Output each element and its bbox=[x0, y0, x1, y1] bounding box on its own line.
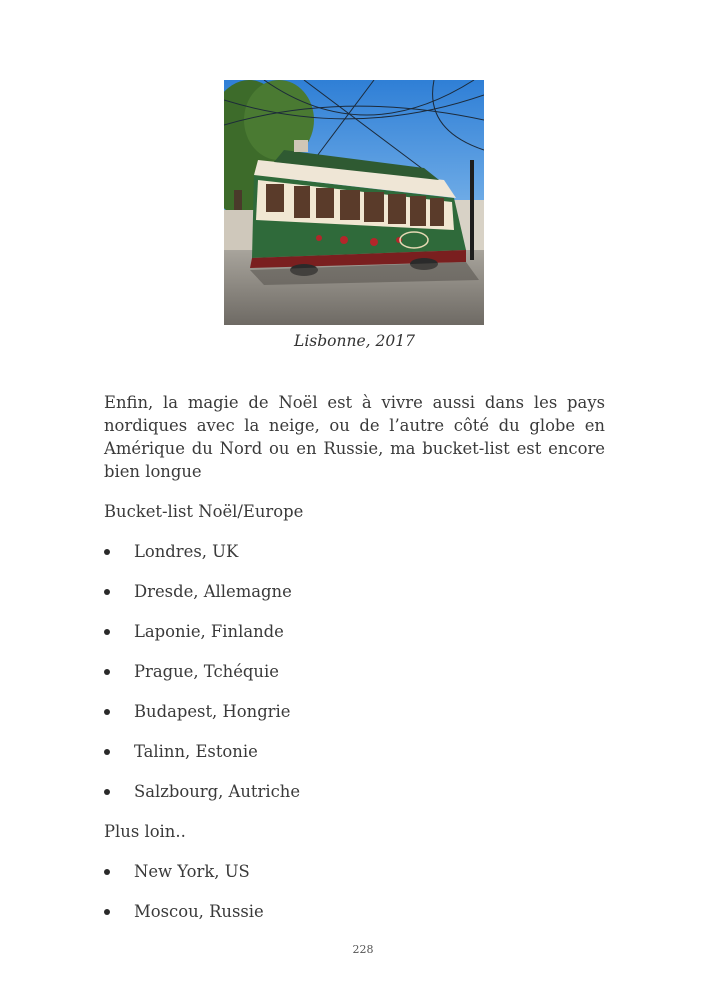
list-item: New York, US bbox=[134, 862, 250, 881]
body-paragraph: Enfin, la magie de Noël est à vivre aussi dans les pays nordiques avec la neige, ou de l’autre côté du globe en Amérique du Nord ou en Russie, ma bucket-list est encore bien longue bbox=[104, 393, 605, 481]
list-item: Londres, UK bbox=[134, 542, 239, 561]
bullet-icon bbox=[104, 549, 110, 555]
list-item: Moscou, Russie bbox=[134, 902, 264, 921]
tram-photo bbox=[224, 80, 484, 325]
tram-image bbox=[224, 80, 484, 325]
bullet-icon bbox=[104, 669, 110, 675]
list-item: Talinn, Estonie bbox=[134, 742, 258, 761]
photo-caption: Lisbonne, 2017 bbox=[294, 332, 415, 350]
europe-list-heading: Bucket-list Noël/Europe bbox=[104, 502, 304, 521]
list-item: Salzbourg, Autriche bbox=[134, 782, 301, 801]
list-item: Laponie, Finlande bbox=[134, 622, 284, 641]
list-item: Budapest, Hongrie bbox=[134, 702, 291, 721]
bullet-icon bbox=[104, 869, 110, 875]
bullet-icon bbox=[104, 749, 110, 755]
list-item: Prague, Tchéquie bbox=[134, 662, 279, 681]
bullet-icon bbox=[104, 629, 110, 635]
further-list-heading: Plus loin.. bbox=[104, 822, 186, 841]
list-item: Dresde, Allemagne bbox=[134, 582, 292, 601]
page-number: 228 bbox=[352, 943, 374, 956]
bullet-icon bbox=[104, 709, 110, 715]
bullet-icon bbox=[104, 909, 110, 915]
bullet-icon bbox=[104, 589, 110, 595]
bullet-icon bbox=[104, 789, 110, 795]
